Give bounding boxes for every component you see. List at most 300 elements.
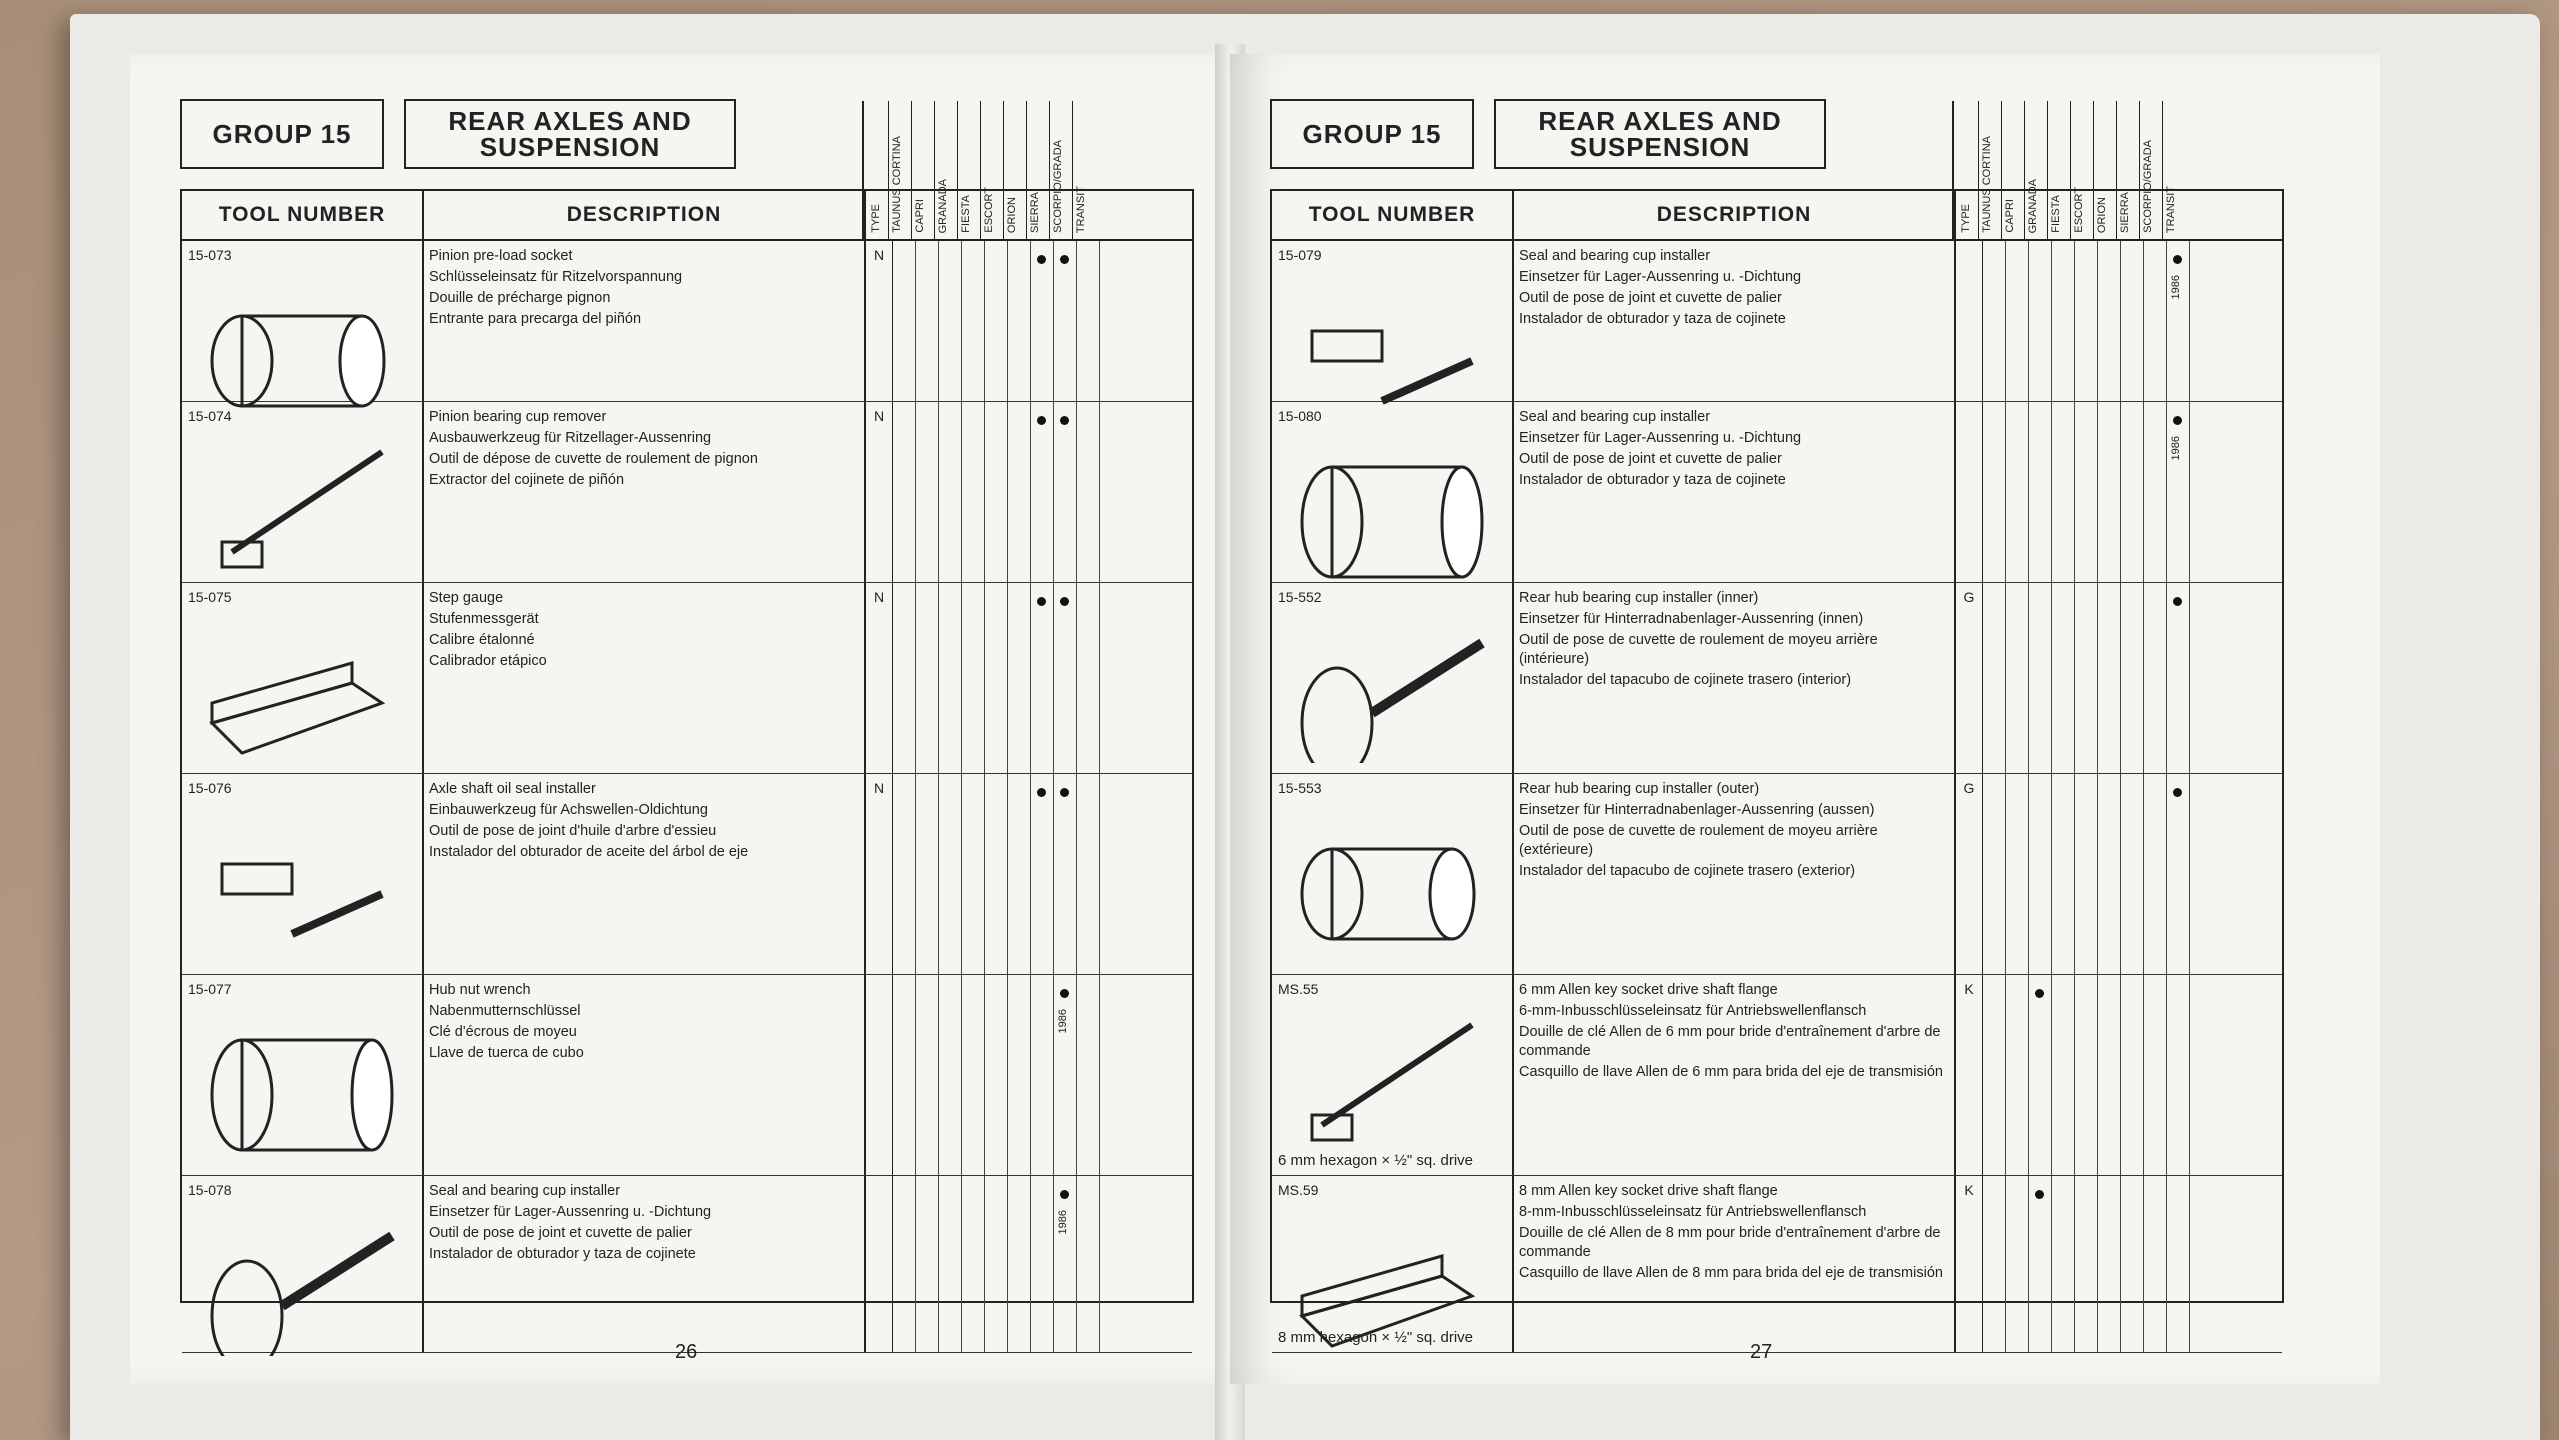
model-cell — [2098, 402, 2121, 582]
model-cell — [1983, 1176, 2006, 1352]
year-note: 1986 — [1057, 1210, 1069, 1235]
tool-illustration — [202, 613, 402, 763]
col-tool-number: TOOL NUMBER — [182, 191, 424, 239]
model-cell — [985, 241, 1008, 401]
applicable-dot — [2035, 1190, 2044, 1199]
model-cells — [893, 402, 1100, 582]
col-tool-number: TOOL NUMBER — [1272, 191, 1514, 239]
description-line: Instalador de obturador y taza de cojinete — [1519, 472, 1786, 488]
model-cell — [2098, 241, 2121, 401]
model-cell — [1008, 774, 1031, 974]
model-cell — [1031, 975, 1054, 1175]
model-cell — [2121, 583, 2144, 773]
tool-description — [424, 975, 866, 1175]
model-cells — [1983, 241, 2190, 401]
model-cell — [985, 1176, 1008, 1352]
model-cell — [2029, 402, 2052, 582]
model-cell — [2006, 241, 2029, 401]
model-cell — [962, 402, 985, 582]
model-cell — [1054, 583, 1077, 773]
model-cell — [1031, 774, 1054, 974]
tool-cell — [1272, 402, 1514, 582]
description-line: Rear hub bearing cup installer (outer) — [1519, 781, 1760, 797]
tool-illustration — [1292, 432, 1492, 582]
description-line: Axle shaft oil seal installer — [429, 781, 596, 797]
model-cell — [2121, 402, 2144, 582]
type-code: N — [866, 402, 893, 582]
applicable-dot — [1060, 989, 1069, 998]
model-cells — [1983, 774, 2190, 974]
tool-cell — [1272, 975, 1514, 1175]
model-cell — [2029, 774, 2052, 974]
model-cell — [916, 1176, 939, 1352]
type-code — [866, 1176, 893, 1352]
tool-number: 15-073 — [188, 247, 232, 263]
model-cell — [1077, 774, 1100, 974]
tool-description — [424, 402, 866, 582]
applicable-dot — [1037, 255, 1046, 264]
model-cell — [1008, 583, 1031, 773]
description-line: Outil de pose de joint d'huile d'arbre d'essieu — [429, 823, 717, 839]
model-cell — [2144, 583, 2167, 773]
model-cell — [2052, 975, 2075, 1175]
tool-cell — [182, 402, 424, 582]
tool-number: 15-078 — [188, 1182, 232, 1198]
tool-description — [424, 583, 866, 773]
model-cell — [1031, 583, 1054, 773]
applicable-dot — [1037, 788, 1046, 797]
model-cell — [1054, 975, 1077, 1175]
model-cell — [1983, 241, 2006, 401]
tool-number: MS.55 — [1278, 981, 1319, 997]
description-line: Instalador del obturador de aceite del árbol de eje — [429, 844, 749, 860]
model-header: TRANSIT — [2162, 101, 2185, 239]
model-cell — [1008, 402, 1031, 582]
type-code: K — [1956, 1176, 1983, 1352]
tool-number: 15-077 — [188, 981, 232, 997]
type-code: N — [866, 241, 893, 401]
group-label: GROUP 15 — [1270, 99, 1474, 169]
tool-cell — [182, 241, 424, 401]
model-cell — [2029, 975, 2052, 1175]
type-code — [1956, 402, 1983, 582]
model-cell — [1077, 583, 1100, 773]
model-cell — [962, 1176, 985, 1352]
model-cell — [2144, 241, 2167, 401]
model-cell — [2052, 402, 2075, 582]
tool-illustration — [202, 1206, 402, 1356]
description-line: Outil de pose de cuvette de roulement de moyeu arrière (extérieure) — [1519, 823, 1878, 858]
tool-rows — [182, 241, 1192, 1353]
type-code: K — [1956, 975, 1983, 1175]
model-cell — [1077, 975, 1100, 1175]
model-cell — [2167, 1176, 2190, 1352]
description-line: Rear hub bearing cup installer (inner) — [1519, 590, 1759, 606]
description-line: 8-mm-Inbusschlüsseleinsatz für Antriebswellenflansch — [1519, 1204, 1867, 1220]
table-row — [1272, 1176, 2282, 1353]
table-row — [182, 774, 1192, 975]
manual-spread — [70, 14, 2540, 1440]
description-line: Douille de clé Allen de 8 mm pour bride d'entraînement d'arbre de commande — [1519, 1225, 1941, 1260]
model-cell — [916, 583, 939, 773]
model-cell — [1983, 975, 2006, 1175]
description-line: Stufenmessgerät — [429, 611, 539, 627]
page-number: 27 — [1750, 1341, 1773, 1363]
section-title: REAR AXLES AND SUSPENSION — [404, 99, 736, 169]
model-cell — [985, 774, 1008, 974]
model-cell — [2144, 402, 2167, 582]
model-cell — [1077, 1176, 1100, 1352]
model-cell — [2052, 774, 2075, 974]
type-code: G — [1956, 583, 1983, 773]
description-line: 6 mm Allen key socket drive shaft flange — [1519, 982, 1778, 998]
tool-number: 15-074 — [188, 408, 232, 424]
model-cell — [916, 975, 939, 1175]
page-header — [1270, 99, 1826, 169]
description-line: Einbauwerkzeug für Achswellen-Oldichtung — [429, 802, 708, 818]
applicable-dot — [1060, 255, 1069, 264]
tool-number: 15-080 — [1278, 408, 1322, 424]
model-cell — [2167, 241, 2190, 401]
tool-rows — [1272, 241, 2282, 1353]
description-line: Pinion bearing cup remover — [429, 409, 607, 425]
model-cell — [2121, 975, 2144, 1175]
model-cell — [893, 402, 916, 582]
model-cell — [2121, 241, 2144, 401]
description-line: Entrante para precarga del piñón — [429, 311, 642, 327]
description-line: Einsetzer für Lager-Aussenring u. -Dichtung — [1519, 430, 1802, 446]
tool-cell — [1272, 241, 1514, 401]
description-line: Clé d'écrous de moyeu — [429, 1024, 577, 1040]
model-cell — [939, 402, 962, 582]
table-row — [1272, 583, 2282, 774]
description-line: Einsetzer für Lager-Aussenring u. -Dichtung — [1519, 269, 1802, 285]
applicable-dot — [2173, 255, 2182, 264]
applicable-dot — [1060, 788, 1069, 797]
description-line: Outil de pose de joint et cuvette de palier — [1519, 290, 1782, 306]
tool-cell — [1272, 583, 1514, 773]
description-line: Outil de dépose de cuvette de roulement de pignon — [429, 451, 758, 467]
model-cells — [893, 1176, 1100, 1352]
model-cell — [2075, 975, 2098, 1175]
table-row — [1272, 975, 2282, 1176]
model-cell — [2144, 774, 2167, 974]
model-header: ORION — [1003, 101, 1026, 239]
model-cell — [2029, 1176, 2052, 1352]
tool-description — [1514, 975, 1956, 1175]
year-note: 1986 — [2170, 436, 2182, 461]
model-cell — [985, 975, 1008, 1175]
tool-cell — [1272, 774, 1514, 974]
model-cell — [2098, 774, 2121, 974]
model-cell — [962, 583, 985, 773]
col-description: DESCRIPTION — [424, 191, 866, 239]
tool-note: 6 mm hexagon × ½" sq. drive — [1278, 1152, 1474, 1169]
model-cell — [2121, 1176, 2144, 1352]
model-cell — [893, 975, 916, 1175]
model-header: ESCORT — [2070, 101, 2093, 239]
tool-illustration — [202, 432, 402, 582]
page-number: 26 — [675, 1341, 698, 1363]
model-cell — [2167, 402, 2190, 582]
model-cell — [939, 241, 962, 401]
type-header: TYPE — [862, 101, 890, 239]
model-cells — [893, 583, 1100, 773]
description-line: Nabenmutternschlüssel — [429, 1003, 581, 1019]
model-header: FIESTA — [957, 101, 980, 239]
model-cell — [2144, 1176, 2167, 1352]
model-cells — [893, 975, 1100, 1175]
model-cell — [2006, 1176, 2029, 1352]
tool-number: MS.59 — [1278, 1182, 1319, 1198]
description-line: Casquillo de llave Allen de 8 mm para brida del eje de transmisión — [1519, 1265, 1943, 1281]
tool-cell — [1272, 1176, 1514, 1352]
model-cells — [1983, 402, 2190, 582]
model-cell — [939, 774, 962, 974]
model-cell — [1054, 402, 1077, 582]
model-cell — [1008, 241, 1031, 401]
col-description: DESCRIPTION — [1514, 191, 1956, 239]
type-code: G — [1956, 774, 1983, 974]
description-line: Pinion pre-load socket — [429, 248, 573, 264]
tool-description — [424, 241, 866, 401]
tool-number: 15-075 — [188, 589, 232, 605]
tool-cell — [182, 583, 424, 773]
model-cell — [2006, 774, 2029, 974]
model-header: TRANSIT — [1072, 101, 1095, 239]
description-line: 6-mm-Inbusschlüsseleinsatz für Antriebswellenflansch — [1519, 1003, 1867, 1019]
model-cell — [985, 402, 1008, 582]
type-code: N — [866, 774, 893, 974]
model-cells — [893, 241, 1100, 401]
tool-illustration — [1292, 1005, 1492, 1155]
tool-description — [1514, 241, 1956, 401]
type-code — [1956, 241, 1983, 401]
description-line: Calibre étalonné — [429, 632, 535, 648]
applicable-dot — [1060, 1190, 1069, 1199]
tool-description — [1514, 1176, 1956, 1352]
model-cell — [2075, 241, 2098, 401]
applicable-dot — [2173, 597, 2182, 606]
model-header: SIERRA — [1026, 101, 1049, 239]
type-code: N — [866, 583, 893, 773]
model-header: ORION — [2093, 101, 2116, 239]
description-line: Calibrador etápico — [429, 653, 547, 669]
model-cells — [1983, 975, 2190, 1175]
year-note: 1986 — [2170, 275, 2182, 300]
model-cell — [1077, 402, 1100, 582]
table-row — [1272, 402, 2282, 583]
model-headers — [1978, 101, 2185, 239]
description-line: Instalador de obturador y taza de cojinete — [429, 1246, 696, 1262]
applicable-dot — [2173, 416, 2182, 425]
model-cell — [1983, 583, 2006, 773]
tool-cell — [182, 975, 424, 1175]
model-cell — [2167, 975, 2190, 1175]
description-line: Ausbauwerkzeug für Ritzellager-Aussenring — [429, 430, 712, 446]
applicable-dot — [1060, 416, 1069, 425]
description-line: Seal and bearing cup installer — [1519, 409, 1711, 425]
model-cell — [2006, 975, 2029, 1175]
model-header: ESCORT — [980, 101, 1003, 239]
description-line: Hub nut wrench — [429, 982, 531, 998]
model-cell — [2006, 583, 2029, 773]
model-header: SCORPIO/GRADA — [1049, 101, 1072, 239]
model-cell — [1054, 1176, 1077, 1352]
description-line: Step gauge — [429, 590, 504, 606]
model-cell — [916, 241, 939, 401]
applicable-dot — [1060, 597, 1069, 606]
tool-number: 15-553 — [1278, 780, 1322, 796]
model-cell — [2098, 583, 2121, 773]
model-cell — [2006, 402, 2029, 582]
model-cells — [1983, 1176, 2190, 1352]
model-cell — [939, 975, 962, 1175]
model-cell — [1077, 241, 1100, 401]
model-cell — [962, 975, 985, 1175]
tool-description — [1514, 583, 1956, 773]
tool-illustration — [202, 1005, 402, 1155]
model-cell — [2029, 583, 2052, 773]
tool-illustration — [202, 271, 402, 421]
table-row — [182, 241, 1192, 402]
description-line: Outil de pose de joint et cuvette de palier — [429, 1225, 692, 1241]
description-line: Instalador de obturador y taza de cojinete — [1519, 311, 1786, 327]
description-line: Llave de tuerca de cubo — [429, 1045, 584, 1061]
model-cell — [893, 774, 916, 974]
description-line: Douille de clé Allen de 6 mm pour bride d'entraînement d'arbre de commande — [1519, 1024, 1941, 1059]
model-cell — [893, 241, 916, 401]
model-header: CAPRI — [2001, 101, 2024, 239]
tool-description — [424, 1176, 866, 1352]
description-line: Einsetzer für Hinterradnabenlager-Aussenring (aussen) — [1519, 802, 1875, 818]
page-header — [180, 99, 736, 169]
table-row — [182, 1176, 1192, 1353]
model-cell — [1008, 975, 1031, 1175]
applicable-dot — [2035, 989, 2044, 998]
model-cell — [916, 402, 939, 582]
tool-number: 15-552 — [1278, 589, 1322, 605]
model-cell — [1054, 241, 1077, 401]
model-cell — [1031, 241, 1054, 401]
model-cell — [2052, 1176, 2075, 1352]
model-cell — [962, 241, 985, 401]
model-header: TAUNUS CORTINA — [1978, 101, 2001, 239]
section-title: REAR AXLES AND SUSPENSION — [1494, 99, 1826, 169]
model-cell — [2029, 241, 2052, 401]
tool-note: 8 mm hexagon × ½" sq. drive — [1278, 1329, 1474, 1346]
model-cell — [2075, 583, 2098, 773]
table-row — [1272, 241, 2282, 402]
model-cell — [2144, 975, 2167, 1175]
model-cell — [2167, 583, 2190, 773]
model-cell — [985, 583, 1008, 773]
applicable-dot — [2173, 788, 2182, 797]
model-cell — [1031, 402, 1054, 582]
description-line: Seal and bearing cup installer — [1519, 248, 1711, 264]
table-row — [182, 583, 1192, 774]
model-cell — [1031, 1176, 1054, 1352]
tool-cell — [182, 774, 424, 974]
model-cell — [893, 1176, 916, 1352]
description-line: Einsetzer für Lager-Aussenring u. -Dichtung — [429, 1204, 712, 1220]
tool-number: 15-076 — [188, 780, 232, 796]
model-cell — [1983, 774, 2006, 974]
tool-illustration — [1292, 613, 1492, 763]
model-cells — [1983, 583, 2190, 773]
model-cell — [2098, 1176, 2121, 1352]
description-line: Extractor del cojinete de piñón — [429, 472, 625, 488]
tool-description — [424, 774, 866, 974]
tool-description — [1514, 402, 1956, 582]
tool-number: 15-079 — [1278, 247, 1322, 263]
description-line: Casquillo de llave Allen de 6 mm para brida del eje de transmisión — [1519, 1064, 1943, 1080]
model-cell — [1983, 402, 2006, 582]
table-row — [182, 975, 1192, 1176]
tool-illustration — [202, 804, 402, 954]
description-line: Einsetzer für Hinterradnabenlager-Aussenring (innen) — [1519, 611, 1864, 627]
tool-illustration — [1292, 271, 1492, 421]
group-label: GROUP 15 — [180, 99, 384, 169]
model-cell — [1008, 1176, 1031, 1352]
description-line: Outil de pose de cuvette de roulement de moyeu arrière (intérieure) — [1519, 632, 1878, 667]
model-cell — [939, 583, 962, 773]
model-header: FIESTA — [2047, 101, 2070, 239]
description-line: Instalador del tapacubo de cojinete trasero (interior) — [1519, 672, 1852, 688]
model-cell — [939, 1176, 962, 1352]
tool-table — [1270, 136, 2284, 1346]
model-cell — [893, 583, 916, 773]
type-header: TYPE — [1952, 101, 1980, 239]
model-cell — [2075, 774, 2098, 974]
year-note: 1986 — [1057, 1009, 1069, 1034]
model-cell — [2098, 975, 2121, 1175]
model-header: SCORPIO/GRADA — [2139, 101, 2162, 239]
tool-description — [1514, 774, 1956, 974]
model-header: SIERRA — [2116, 101, 2139, 239]
applicable-dot — [1037, 597, 1046, 606]
model-cell — [2075, 1176, 2098, 1352]
table-row — [182, 402, 1192, 583]
model-cell — [2167, 774, 2190, 974]
model-cell — [916, 774, 939, 974]
model-cell — [962, 774, 985, 974]
description-line: Outil de pose de joint et cuvette de palier — [1519, 451, 1782, 467]
model-header: GRANADA — [934, 101, 957, 239]
model-cell — [2121, 774, 2144, 974]
model-header: TAUNUS CORTINA — [888, 101, 911, 239]
model-cell — [2075, 402, 2098, 582]
description-line: 8 mm Allen key socket drive shaft flange — [1519, 1183, 1778, 1199]
type-code — [866, 975, 893, 1175]
model-cell — [2052, 241, 2075, 401]
model-header: CAPRI — [911, 101, 934, 239]
right-page — [1230, 54, 2380, 1384]
model-header: GRANADA — [2024, 101, 2047, 239]
description-line: Schlüsseleinsatz für Ritzelvorspannung — [429, 269, 683, 285]
description-line: Instalador del tapacubo de cojinete trasero (exterior) — [1519, 863, 1856, 879]
model-cell — [1054, 774, 1077, 974]
tool-cell — [182, 1176, 424, 1352]
description-line: Seal and bearing cup installer — [429, 1183, 621, 1199]
tool-illustration — [1292, 804, 1492, 954]
left-page — [130, 54, 1280, 1384]
tool-table — [180, 136, 1194, 1303]
model-cells — [893, 774, 1100, 974]
description-line: Douille de précharge pignon — [429, 290, 611, 306]
model-cell — [2052, 583, 2075, 773]
model-headers — [888, 101, 1095, 239]
